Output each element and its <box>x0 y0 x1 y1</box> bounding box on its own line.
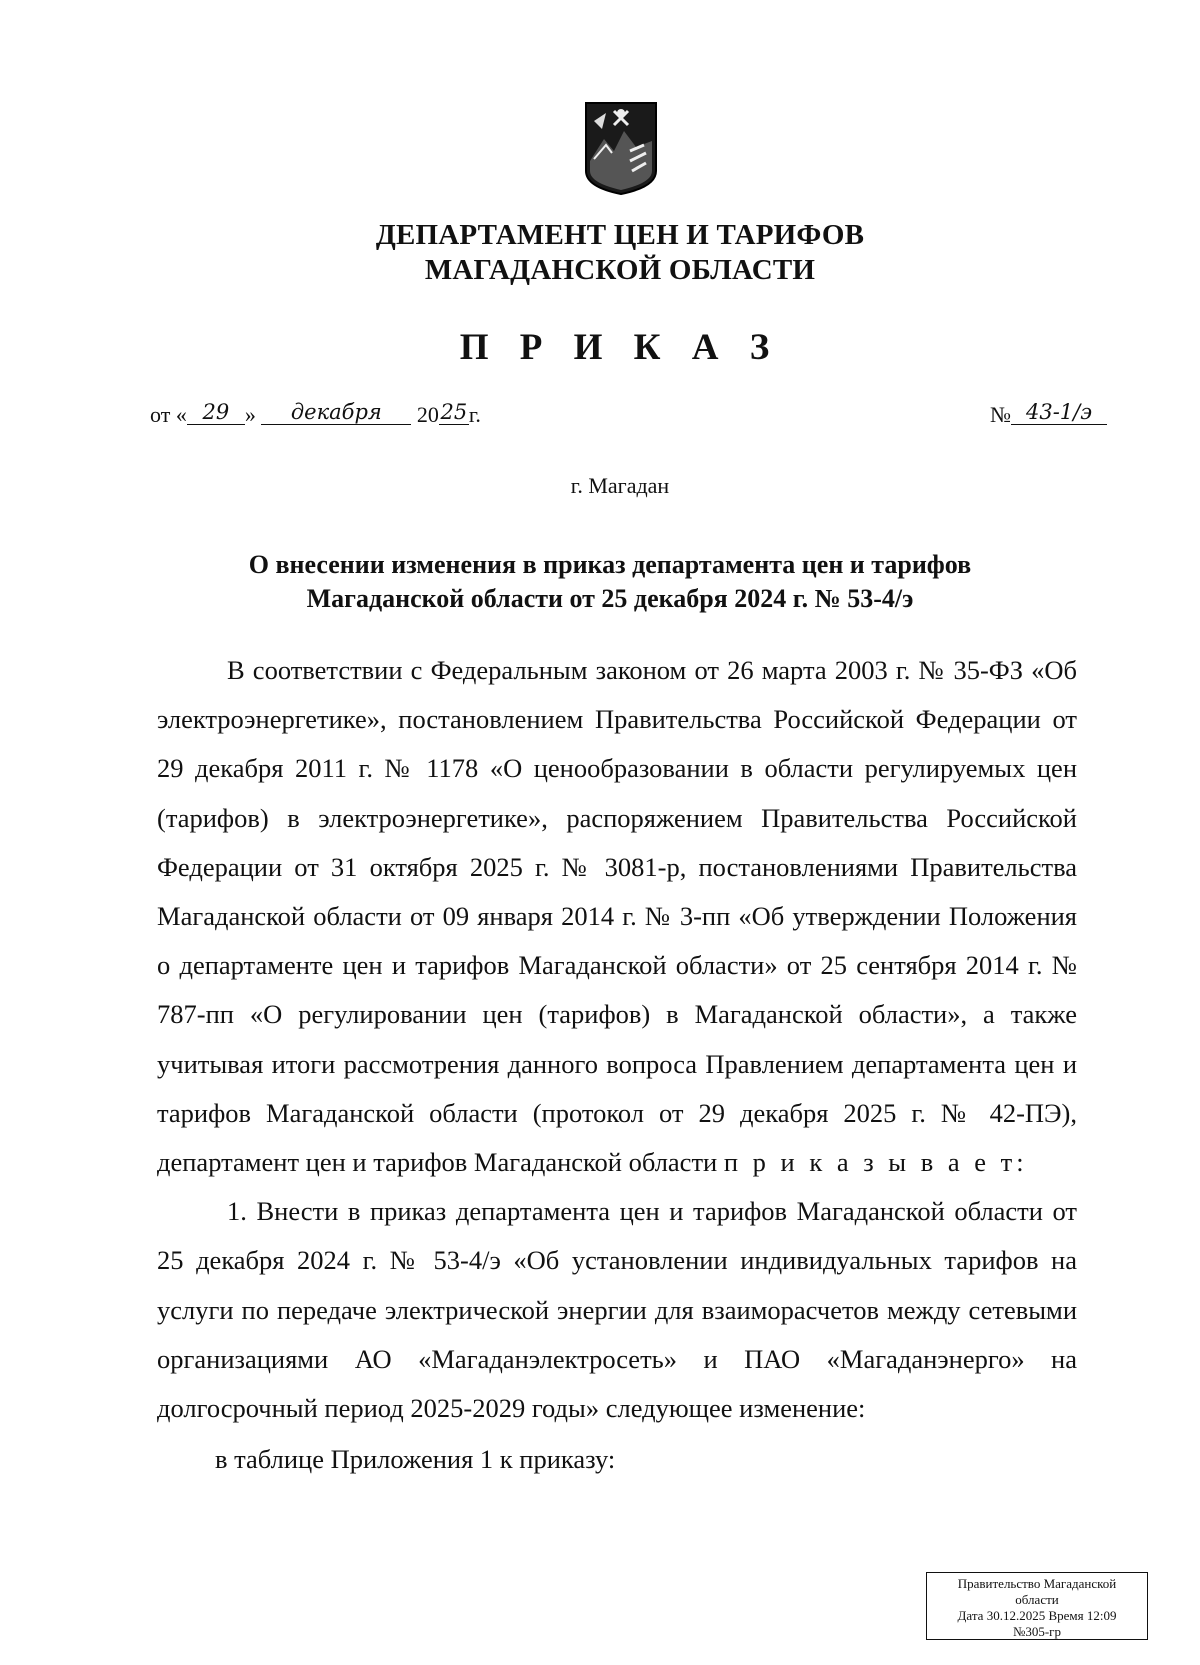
order-body <box>157 646 1077 1484</box>
department-line-1: ДЕПАРТАМЕНТ ЦЕН И ТАРИФОВ <box>375 219 865 251</box>
order-subject <box>150 548 1070 616</box>
preamble-text: В соответствии с Федеральным законом от 26 марта 2003 г. № 35-ФЗ «Об электроэнергетике», постановлением Правительства Российской Федерации от 29 декабря 2011 г. № 1178 «О ценообразовании в области регулируемых цен (тарифов) в электроэнергетике», распоряжением Правительства Российской Федерации от 31 октября 2025 г. № 3081-р, постановлениями Правительства Магаданской области от 09 января 2014 г. № 3-пп «Об утверждении Положения о департаменте цен и тарифов Магаданской области» от 25 сентября 2014 г. № 787-пп «О регулировании цен (тарифов) в Магаданской области», а также учитывая итоги рассмотрения данного вопроса Правлением департамента цен и тарифов Магаданской области (протокол от 29 декабря 2025 г. № 42-ПЭ), департамент цен и тарифов Магаданской области <box>157 655 1077 1178</box>
order-number-line <box>990 402 1107 428</box>
orders-word: п р и к а з ы в а е т: <box>723 1147 1028 1178</box>
number-label: № <box>990 402 1011 427</box>
stamp-line-4: №305-гр <box>1012 1624 1062 1639</box>
date-line <box>150 402 481 428</box>
date-day-handwritten: 29 <box>187 400 245 425</box>
year-prefix: 20 <box>416 402 439 427</box>
subject-line-2: Магаданской области от 25 декабря 2024 г. № 53-4/э <box>306 584 914 613</box>
table-reference-paragraph: в таблице Приложения 1 к приказу: <box>215 1444 616 1475</box>
year-end: г. <box>468 402 481 427</box>
coat-of-arms-icon <box>584 101 658 196</box>
clause-1-paragraph: 1. Внести в приказ департамента цен и тарифов Магаданской области от 25 декабря 2024 г. № 53-4/э «Об установлении индивидуальных тарифов на услуги по передаче электрической энергии для взаиморасчетов между сетевыми организациями АО «Магаданэлектросеть» и ПАО «Магаданэнерго» на долгосрочный период 2025-2029 годы» следующее изменение: <box>157 1196 1077 1424</box>
preamble-paragraph <box>157 646 1077 1187</box>
department-line-2: МАГАДАНСКОЙ ОБЛАСТИ <box>424 254 816 286</box>
document-type-title: П Р И К А З <box>459 327 781 368</box>
stamp-line-2: области <box>1015 1592 1059 1607</box>
stamp-line-1: Правительство Магаданской <box>957 1576 1117 1591</box>
subject-line-1: О внесении изменения в приказ департамента цен и тарифов <box>248 550 972 579</box>
date-prefix: от « <box>150 402 187 427</box>
date-mid: » <box>244 402 256 427</box>
city-line: г. Магадан <box>570 473 670 498</box>
order-number-handwritten: 43-1/э <box>1011 400 1107 425</box>
department-heading <box>0 218 1200 288</box>
year-suffix-handwritten: 25 <box>440 400 468 424</box>
date-month-handwritten: декабря <box>261 400 411 425</box>
stamp-line-3: Дата 30.12.2025 Время 12:09 <box>957 1608 1117 1623</box>
registration-stamp <box>926 1572 1148 1640</box>
